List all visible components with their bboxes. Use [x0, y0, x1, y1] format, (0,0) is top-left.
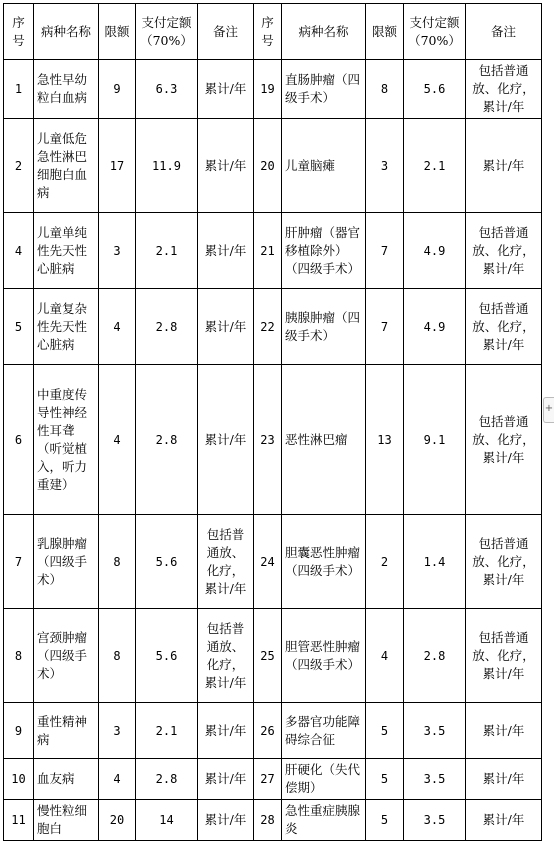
cell-remark: 累计/年 [198, 703, 254, 759]
cell-payment: 6.3 [136, 60, 198, 119]
cell-limit: 5 [366, 759, 404, 800]
cell-limit: 8 [99, 515, 136, 609]
disease-payment-table [3, 3, 542, 841]
cell-seq: 6 [4, 365, 34, 515]
table-row [4, 213, 542, 289]
cell-seq: 5 [4, 289, 34, 365]
cell-limit: 17 [99, 119, 136, 213]
header-row [4, 4, 542, 60]
cell-disease-name: 血友病 [34, 759, 99, 800]
cell-payment: 3.5 [404, 759, 466, 800]
cell-disease-name: 多器官功能障碍综合征 [282, 703, 366, 759]
cell-disease-name: 胰腺肿瘤（四级手术） [282, 289, 366, 365]
cell-limit: 3 [99, 213, 136, 289]
cell-seq: 11 [4, 800, 34, 841]
header-limit: 限额 [366, 4, 404, 60]
header-seq: 序号 [254, 4, 282, 60]
cell-disease-name: 胆管恶性肿瘤（四级手术） [282, 609, 366, 703]
cell-seq: 24 [254, 515, 282, 609]
cell-seq: 27 [254, 759, 282, 800]
table-row [4, 703, 542, 759]
cell-remark: 累计/年 [198, 289, 254, 365]
cell-remark: 包括普通放、化疗，累计/年 [466, 60, 542, 119]
cell-remark: 包括普通放、化疗，累计/年 [466, 515, 542, 609]
cell-limit: 2 [366, 515, 404, 609]
cell-disease-name: 儿童脑瘫 [282, 119, 366, 213]
cell-disease-name: 中重度传导性神经性耳聋（听觉植入，听力重建） [34, 365, 99, 515]
cell-seq: 19 [254, 60, 282, 119]
cell-payment: 2.8 [136, 759, 198, 800]
cell-disease-name: 儿童单纯性先天性心脏病 [34, 213, 99, 289]
header-remark: 备注 [466, 4, 542, 60]
table-row [4, 119, 542, 213]
cell-remark: 包括普通放、化疗，累计/年 [466, 289, 542, 365]
cell-limit: 8 [99, 609, 136, 703]
cell-payment: 2.8 [136, 289, 198, 365]
cell-seq: 25 [254, 609, 282, 703]
cell-disease-name: 慢性粒细胞白 [34, 800, 99, 841]
table-row [4, 60, 542, 119]
cell-remark: 包括普通放、化疗，累计/年 [466, 213, 542, 289]
cell-disease-name: 乳腺肿瘤（四级手术） [34, 515, 99, 609]
cell-limit: 9 [99, 60, 136, 119]
table-row [4, 515, 542, 609]
cell-remark: 累计/年 [198, 60, 254, 119]
cell-payment: 2.1 [404, 119, 466, 213]
cell-limit: 7 [366, 213, 404, 289]
cell-seq: 21 [254, 213, 282, 289]
cell-disease-name: 肝肿瘤（器官移植除外）（四级手术） [282, 213, 366, 289]
header-limit: 限额 [99, 4, 136, 60]
cell-limit: 3 [99, 703, 136, 759]
cell-remark: 累计/年 [198, 759, 254, 800]
cell-payment: 4.9 [404, 213, 466, 289]
cell-limit: 5 [366, 703, 404, 759]
cell-disease-name: 儿童低危急性淋巴细胞白血病 [34, 119, 99, 213]
cell-payment: 1.4 [404, 515, 466, 609]
cell-seq: 4 [4, 213, 34, 289]
cell-payment: 5.6 [136, 515, 198, 609]
cell-payment: 5.6 [404, 60, 466, 119]
cell-payment: 3.5 [404, 800, 466, 841]
cell-payment: 2.8 [404, 609, 466, 703]
header-name: 病种名称 [34, 4, 99, 60]
cell-limit: 8 [366, 60, 404, 119]
cell-payment: 2.1 [136, 703, 198, 759]
cell-seq: 7 [4, 515, 34, 609]
cell-disease-name: 急性重症胰腺炎 [282, 800, 366, 841]
cell-seq: 23 [254, 365, 282, 515]
cell-remark: 累计/年 [466, 800, 542, 841]
cell-payment: 4.9 [404, 289, 466, 365]
header-name: 病种名称 [282, 4, 366, 60]
cell-remark: 包括普通放、化疗，累计/年 [198, 515, 254, 609]
cell-disease-name: 肝硬化（失代偿期） [282, 759, 366, 800]
cell-disease-name: 直肠肿瘤（四级手术） [282, 60, 366, 119]
cell-seq: 9 [4, 703, 34, 759]
header-pay: 支付定额（70%） [136, 4, 198, 60]
cell-disease-name: 宫颈肿瘤（四级手术） [34, 609, 99, 703]
cell-remark: 包括普通放、化疗，累计/年 [198, 609, 254, 703]
cell-payment: 5.6 [136, 609, 198, 703]
cell-disease-name: 重性精神病 [34, 703, 99, 759]
cell-seq: 22 [254, 289, 282, 365]
table-row [4, 365, 542, 515]
cell-limit: 4 [99, 759, 136, 800]
cell-payment: 3.5 [404, 703, 466, 759]
cell-remark: 累计/年 [198, 365, 254, 515]
cell-limit: 5 [366, 800, 404, 841]
cell-limit: 20 [99, 800, 136, 841]
header-seq: 序号 [4, 4, 34, 60]
table-row [4, 800, 542, 841]
cell-limit: 7 [366, 289, 404, 365]
cell-disease-name: 恶性淋巴瘤 [282, 365, 366, 515]
table-row [4, 759, 542, 800]
header-pay: 支付定额（70%） [404, 4, 466, 60]
cell-limit: 4 [366, 609, 404, 703]
cell-limit: 3 [366, 119, 404, 213]
cell-remark: 累计/年 [198, 800, 254, 841]
cell-disease-name: 胆囊恶性肿瘤（四级手术） [282, 515, 366, 609]
cell-seq: 1 [4, 60, 34, 119]
cell-remark: 累计/年 [466, 703, 542, 759]
cell-remark: 累计/年 [466, 119, 542, 213]
cell-seq: 26 [254, 703, 282, 759]
cell-payment: 2.8 [136, 365, 198, 515]
cell-payment: 9.1 [404, 365, 466, 515]
cell-remark: 累计/年 [198, 119, 254, 213]
cell-seq: 2 [4, 119, 34, 213]
cell-seq: 10 [4, 759, 34, 800]
cell-seq: 28 [254, 800, 282, 841]
cell-disease-name: 儿童复杂性先天性心脏病 [34, 289, 99, 365]
table-row [4, 289, 542, 365]
cell-payment: 11.9 [136, 119, 198, 213]
cell-payment: 2.1 [136, 213, 198, 289]
cell-seq: 20 [254, 119, 282, 213]
page-edge-tab: + [543, 397, 554, 423]
cell-limit: 13 [366, 365, 404, 515]
cell-limit: 4 [99, 365, 136, 515]
cell-disease-name: 急性早幼粒白血病 [34, 60, 99, 119]
cell-seq: 8 [4, 609, 34, 703]
header-remark: 备注 [198, 4, 254, 60]
table-row [4, 609, 542, 703]
cell-remark: 包括普通放、化疗，累计/年 [466, 609, 542, 703]
cell-remark: 包括普通放、化疗，累计/年 [466, 365, 542, 515]
cell-payment: 14 [136, 800, 198, 841]
cell-remark: 累计/年 [466, 759, 542, 800]
cell-limit: 4 [99, 289, 136, 365]
cell-remark: 累计/年 [198, 213, 254, 289]
